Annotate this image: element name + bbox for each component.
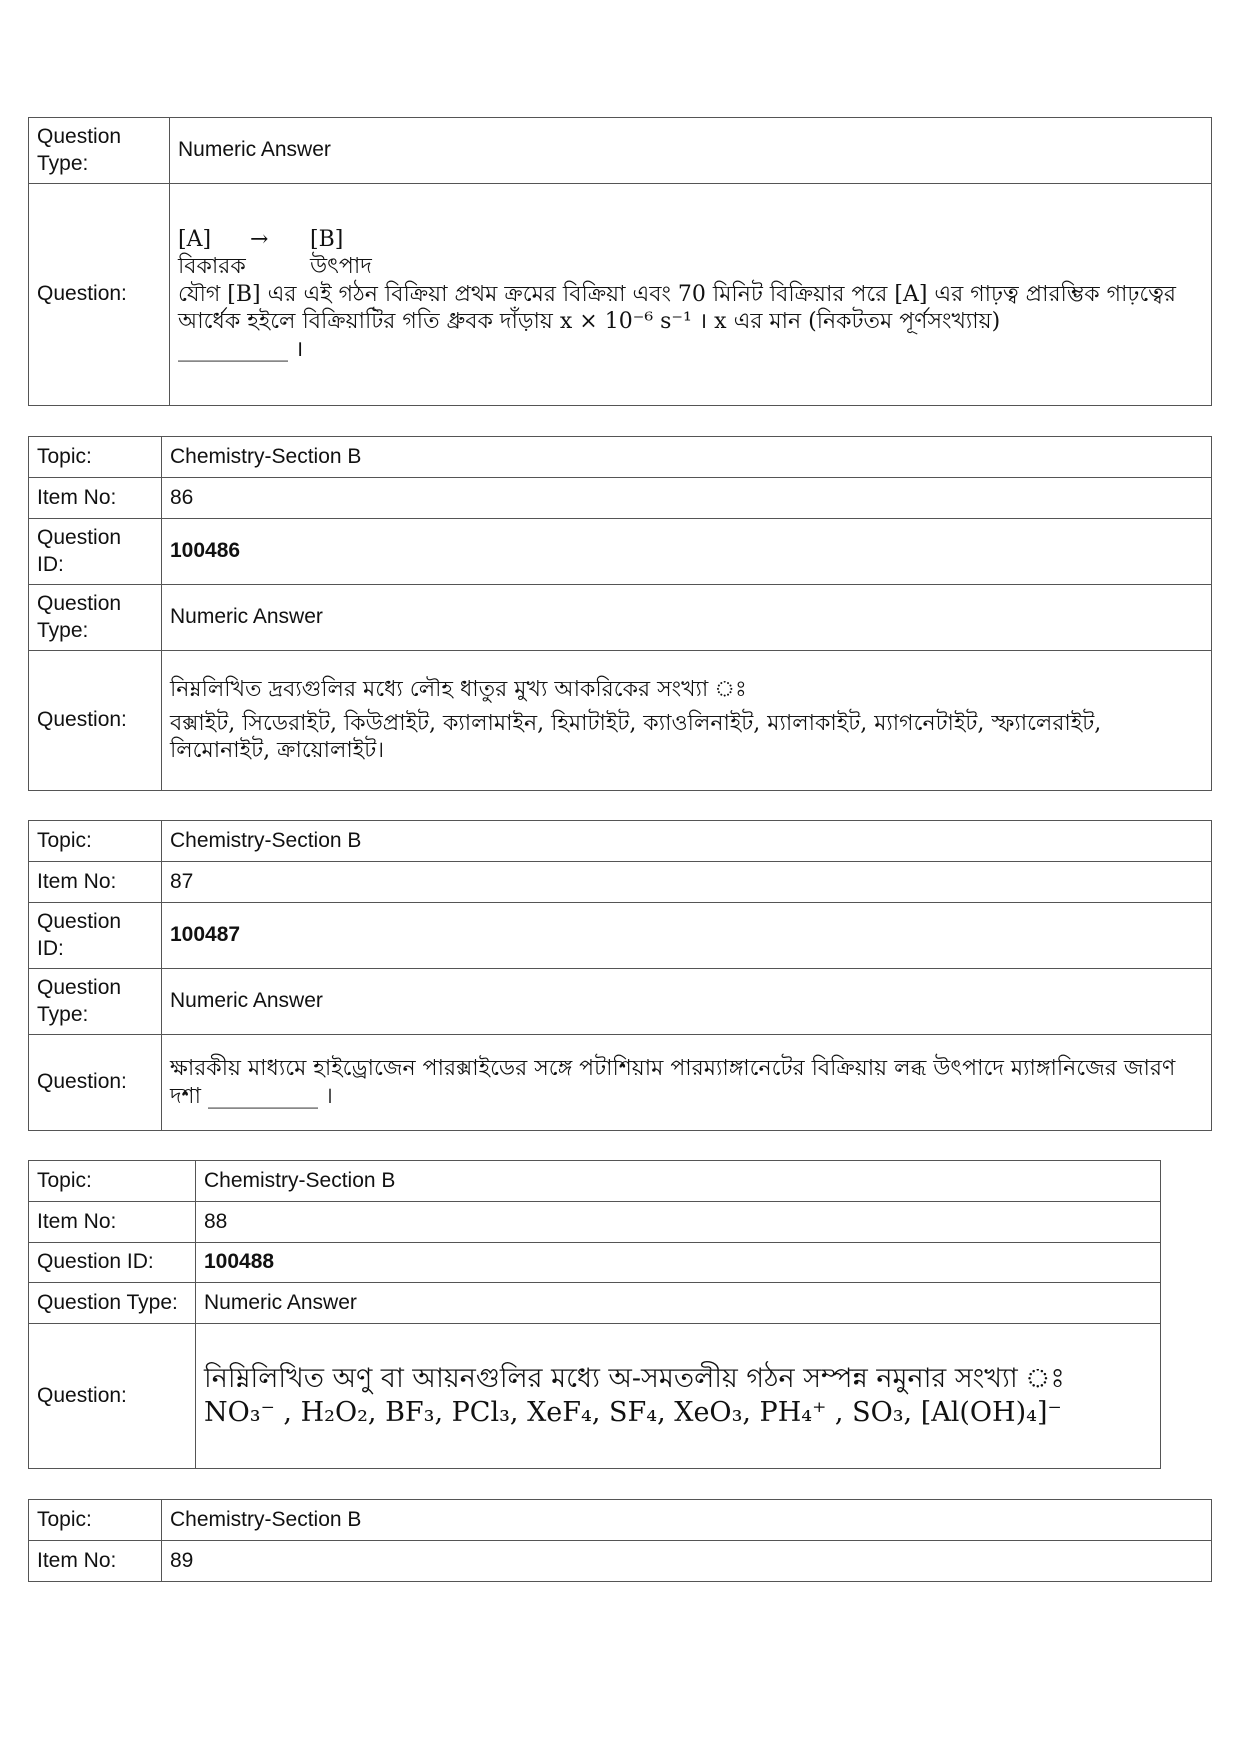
product-label: উৎপাদ xyxy=(310,254,372,280)
question-label: Question: xyxy=(29,184,170,406)
answer-blank: __________ । xyxy=(207,1083,333,1109)
question-type-value: Numeric Answer xyxy=(170,118,1212,184)
item-no-label: Item No: xyxy=(29,478,162,519)
item-no-label: Item No: xyxy=(29,862,162,903)
row-question xyxy=(29,184,1212,406)
row-question-type xyxy=(29,585,1212,651)
item-no-value: 86 xyxy=(162,478,1212,519)
question-type-label: Question Type: xyxy=(29,585,162,651)
item-no-value: 87 xyxy=(162,862,1212,903)
row-question-type xyxy=(29,1283,1161,1324)
reactant: [A] xyxy=(178,226,212,252)
row-question-id xyxy=(29,1243,1161,1283)
question-label: Question: xyxy=(29,1324,196,1469)
item-no-label: Item No: xyxy=(29,1202,196,1243)
species-list: NO₃⁻ , H₂O₂, BF₃, PCl₃, XeF₄, SF₄, XeO₃, PH₄⁺ , SO₃, [Al(OH)₄]⁻ xyxy=(204,1397,1062,1428)
question-text: যৌগ [B] এর এই গঠন বিক্রিয়া প্রথম ক্রমের বিক্রিয়া এবং 70 মিনিট বিক্রিয়ার পরে [A] এর গাঢ়ত্ব প্রারম্ভিক গাঢ়ত্বের আর্ধেক হইলে বিক্রিয়াটির গতি ধ্রুবক দাঁড়ায় x × 10⁻⁶ s⁻¹ । x এর মান (নিকটতম পূর্ণসংখ্যায়) xyxy=(178,281,1177,335)
reaction-arrow: → xyxy=(250,226,269,252)
question-line-1: নিম্নলিখিত দ্রব্যগুলির মধ্যে লৌহ ধাতুর মুখ্য আকরিকের সংখ্যা ঃ xyxy=(170,677,747,703)
row-item-no xyxy=(29,1541,1212,1582)
question-body xyxy=(196,1324,1161,1469)
question-id-label: Question ID: xyxy=(29,1243,196,1283)
question-body xyxy=(170,184,1212,406)
question-label: Question: xyxy=(29,651,162,791)
item-no-value: 89 xyxy=(162,1541,1212,1582)
topic-value: Chemistry-Section B xyxy=(196,1161,1161,1202)
question-block-86 xyxy=(28,436,1212,791)
row-item-no xyxy=(29,862,1212,903)
question-type-value: Numeric Answer xyxy=(162,969,1212,1035)
topic-label: Topic: xyxy=(29,1500,162,1541)
question-block-87 xyxy=(28,820,1212,1131)
question-id-value: 100486 xyxy=(162,519,1212,585)
row-item-no xyxy=(29,1202,1161,1243)
row-question xyxy=(29,1035,1212,1131)
question-type-label: Question Type: xyxy=(29,969,162,1035)
question-type-value: Numeric Answer xyxy=(162,585,1212,651)
row-question xyxy=(29,651,1212,791)
question-id-label: Question ID: xyxy=(29,903,162,969)
question-block-85 xyxy=(28,117,1212,406)
topic-value: Chemistry-Section B xyxy=(162,821,1212,862)
question-type-label: Question Type: xyxy=(29,1283,196,1324)
question-line-1: নিম্নিলিখিত অণু বা আয়নগুলির মধ্যে অ-সমতলীয় গঠন সম্পন্ন নমুনার সংখ্যা ঃ xyxy=(204,1363,1065,1395)
question-id-value: 100488 xyxy=(196,1243,1161,1283)
question-id-value: 100487 xyxy=(162,903,1212,969)
item-no-value: 88 xyxy=(196,1202,1161,1243)
row-item-no xyxy=(29,478,1212,519)
question-type-value: Numeric Answer xyxy=(196,1283,1161,1324)
row-topic xyxy=(29,1500,1212,1541)
row-question-id xyxy=(29,903,1212,969)
item-no-label: Item No: xyxy=(29,1541,162,1582)
row-question-id xyxy=(29,519,1212,585)
question-line-2: বক্সাইট, সিডেরাইট, কিউপ্রাইট, ক্যালামাইন, হিমাটাইট, ক্যাওলিনাইট, ম্যালাকাইট, ম্যাগনেটাইট, স্ফ্যালেরাইট, লিমোনাইট, ক্রায়োলাইট। xyxy=(170,710,1102,764)
row-topic xyxy=(29,821,1212,862)
row-question-type xyxy=(29,118,1212,184)
row-topic xyxy=(29,437,1212,478)
topic-value: Chemistry-Section B xyxy=(162,437,1212,478)
topic-label: Topic: xyxy=(29,821,162,862)
row-question-type xyxy=(29,969,1212,1035)
question-body xyxy=(162,651,1212,791)
question-id-label: Question ID: xyxy=(29,519,162,585)
question-block-89 xyxy=(28,1499,1212,1582)
reaction-labels xyxy=(178,253,1203,281)
answer-blank: __________ । xyxy=(178,336,304,362)
topic-label: Topic: xyxy=(29,437,162,478)
topic-value: Chemistry-Section B xyxy=(162,1500,1212,1541)
topic-label: Topic: xyxy=(29,1161,196,1202)
question-label: Question: xyxy=(29,1035,162,1131)
row-topic xyxy=(29,1161,1161,1202)
question-text: ক্ষারকীয় মাধ্যমে হাইড্রোজেন পারক্সাইডের সঙ্গে পটাশিয়াম পারম্যাঙ্গানেটের বিক্রিয়ায় লব্ধ উৎপাদে ম্যাঙ্গানিজের জারণ দশা xyxy=(170,1056,1176,1109)
question-type-label: Question Type: xyxy=(29,118,170,184)
question-block-88 xyxy=(28,1160,1161,1469)
row-question xyxy=(29,1324,1161,1469)
question-body xyxy=(162,1035,1212,1131)
product: [B] xyxy=(310,226,344,252)
reaction-equation xyxy=(178,226,1203,254)
reactant-label: বিকারক xyxy=(178,254,246,280)
